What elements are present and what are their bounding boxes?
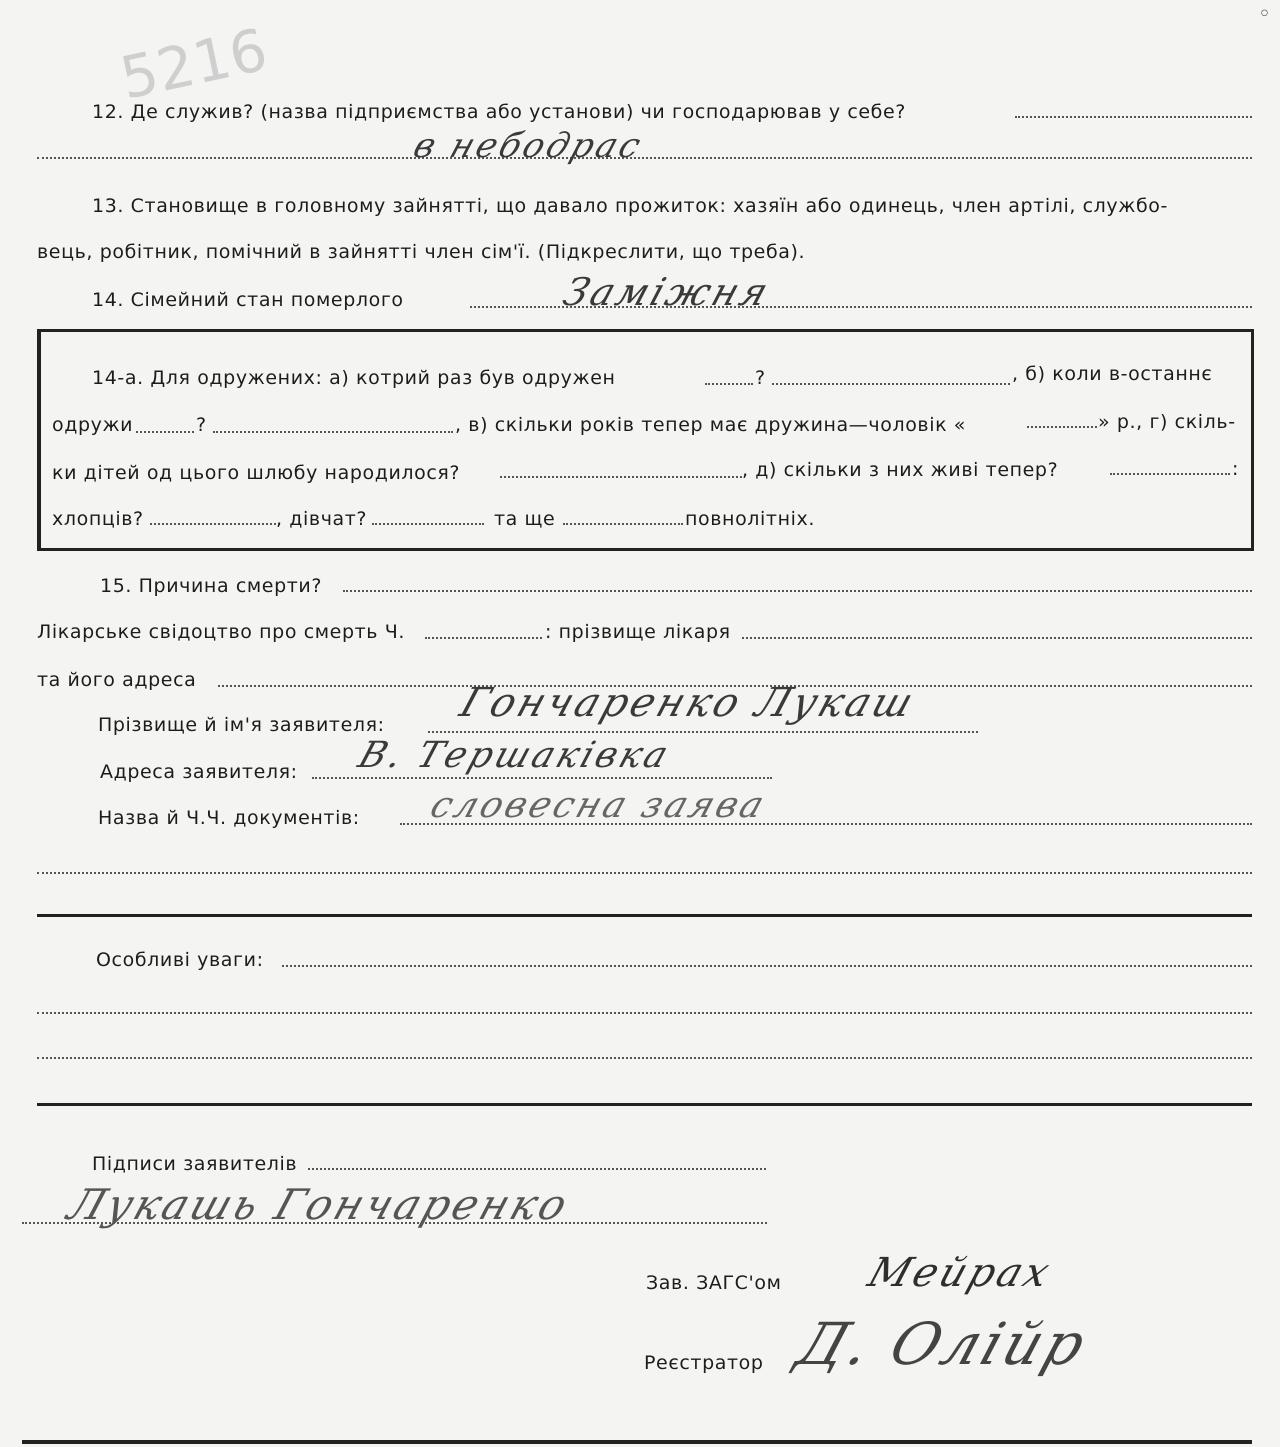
q14a-blank-married-when	[136, 431, 194, 433]
page-bottom-edge	[22, 1440, 1252, 1444]
q14a-line-4-tail: повнолітніх.	[685, 508, 815, 530]
doctor-name-label: : прізвище лікаря	[545, 621, 731, 643]
q14a-colon: :	[1232, 458, 1240, 480]
documents-value: словесна заява	[425, 785, 772, 826]
q14a-blank-1b	[772, 383, 1010, 385]
q14a-blank-times-married	[705, 383, 753, 385]
doctor-address-label: та його адреса	[37, 669, 197, 691]
medical-cert-number-line	[425, 637, 542, 639]
applicant-signature-line-1	[308, 1168, 766, 1170]
applicant-address-label: Адреса заявителя:	[100, 761, 298, 783]
documents-label: Назва й Ч.Ч. документів:	[98, 807, 360, 829]
q12-fill-line-1	[1015, 116, 1252, 118]
applicant-signatures-label: Підписи заявителів	[92, 1153, 298, 1175]
q12-label: 12. Де служив? (назва підприємства або установи) чи господарював у себе?	[92, 101, 906, 123]
q14a-line-4-girls: , дівчат?	[276, 508, 368, 530]
q15-label: 15. Причина смерти?	[100, 575, 323, 597]
section-divider-1	[37, 914, 1252, 917]
head-of-registry-label: Зав. ЗАГС'ом	[646, 1272, 782, 1294]
q14a-blank-children-born	[500, 476, 742, 478]
medical-cert-label: Лікарське свідоцтво про смерть Ч.	[37, 621, 405, 643]
head-of-registry-signature: Мейрах	[862, 1250, 1058, 1296]
notes-label: Особливі уваги:	[96, 949, 264, 971]
q12-answer: в небодрас	[408, 126, 649, 166]
applicant-address-value: В. Тершаківка	[353, 735, 676, 776]
applicant-name-line	[428, 731, 978, 733]
q14a-blank-2b	[213, 431, 453, 433]
notes-line-1	[282, 965, 1252, 967]
applicant-signature: Лукашь Гончаренко	[62, 1180, 577, 1229]
q14a-line-4-more: та ще	[494, 508, 556, 530]
q14a-line-3-mid: , д) скільки з них живі тепер?	[742, 459, 1059, 481]
q14-answer: Заміжня	[557, 270, 777, 314]
archive-number-stamp: 5216	[114, 15, 274, 113]
registrar-signature: Д. Олійр	[788, 1310, 1097, 1378]
q14a-blank-spouse-age	[1027, 426, 1097, 428]
q13-line-1: 13. Становище в головному зайнятті, що давало прожиток: хазяїн або одинець, член артілі, службо-	[92, 195, 1168, 217]
documents-extra-line	[37, 872, 1252, 874]
notes-line-2	[37, 1012, 1252, 1014]
q14a-blank-children-alive	[1110, 473, 1230, 475]
q14a-q-mark-1: ?	[755, 367, 766, 389]
notes-line-3	[37, 1057, 1252, 1059]
section-divider-2	[37, 1103, 1252, 1106]
q14a-line-3-text: ки дітей од цього шлюбу народилося?	[52, 462, 461, 484]
q14a-line-2-mid: , в) скільки років тепер має дружина—чоловік «	[455, 414, 967, 436]
q14a-blank-boys	[150, 523, 276, 525]
q14a-q-mark-2: ?	[196, 414, 207, 436]
corner-mark: ◦	[1258, 2, 1271, 27]
doctor-name-line	[742, 637, 1252, 639]
q12-fill-line-2	[37, 157, 1252, 159]
applicant-name-value: Гончаренко Лукаш	[454, 680, 922, 726]
q14a-line-2-text: одружи	[52, 414, 134, 436]
q14a-line-1-text: 14-а. Для одружених: а) котрий раз був одружен	[92, 367, 616, 389]
q14-label: 14. Сімейний стан померлого	[92, 289, 404, 311]
applicant-name-label: Прізвище й ім'я заявителя:	[98, 714, 385, 736]
q14a-line-2-tail: » р., г) скіль-	[1098, 411, 1236, 433]
q15-fill-line	[343, 590, 1252, 592]
q14a-line-4-boys: хлопців?	[52, 508, 144, 530]
q14a-blank-girls	[372, 523, 484, 525]
q13-line-2: вець, робітник, помічний в зайнятті член сім'ї. (Підкреслити, що треба).	[37, 241, 806, 263]
applicant-address-line	[312, 777, 772, 779]
registrar-label: Реєстратор	[644, 1352, 764, 1374]
q14a-blank-adults	[563, 523, 683, 525]
q14a-line-1-tail: , б) коли в-останнє	[1012, 363, 1213, 385]
